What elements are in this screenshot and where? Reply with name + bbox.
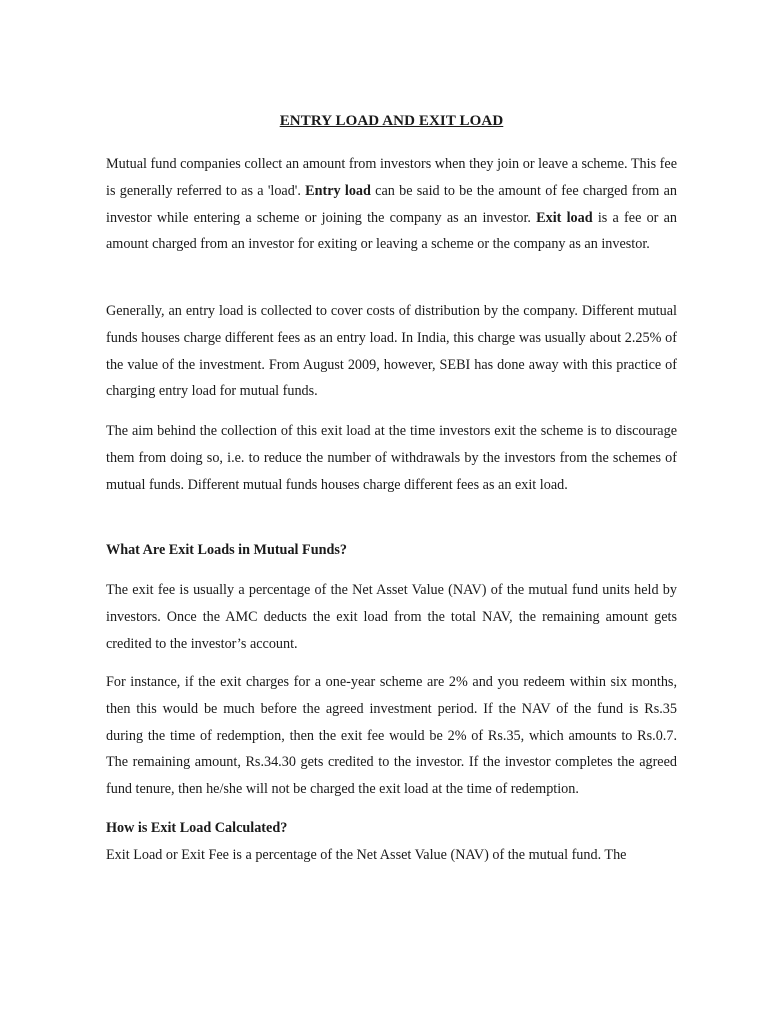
- paragraph-exit-fee: The exit fee is usually a percentage of the Net Asset Value (NAV) of the mutual fund units held by investors. Once the AMC deducts the exit load from the total NAV, the remaining amount gets credited to the investor’s account.: [106, 582, 677, 652]
- paragraph-calculation: Exit Load or Exit Fee is a percentage of the Net Asset Value (NAV) of the mutual fund. The: [106, 847, 627, 863]
- paragraph-exit-load-aim: The aim behind the collection of this exit load at the time investors exit the scheme is to discourage them from doing so, i.e. to reduce the number of withdrawals by the investors from the schemes of mutual funds. Different mutual funds houses charge different fees as an exit load.: [106, 423, 677, 493]
- document-title: ENTRY LOAD AND EXIT LOAD: [279, 113, 504, 129]
- entry-load-term: Entry load: [305, 182, 371, 199]
- paragraph-text: is a fee or an amount charged from an investor for exiting or leaving a scheme or the company as an investor.: [106, 209, 678, 253]
- paragraph-entry-load: Generally, an entry load is collected to cover costs of distribution by the company. Different mutual funds houses charge different fees as an entry load. In India, this charge was usually about 2.25% of the value of the investment. From August 2009, however, SEBI has done away with this practice of charging entry load for mutual funds.: [106, 303, 677, 400]
- section-heading-exit-loads: What Are Exit Loads in Mutual Funds?: [106, 542, 347, 558]
- exit-load-term: Exit load: [536, 209, 593, 226]
- section-heading-calculation: How is Exit Load Calculated?: [106, 820, 288, 836]
- paragraph-example: For instance, if the exit charges for a one-year scheme are 2% and you redeem within six months, then this would be much before the agreed investment period. If the NAV of the fund is Rs.35 during the time of redemption, then the exit fee would be 2% of Rs.35, which amounts to Rs.0.7. The remaining amount, Rs.34.30 gets credited to the investor. If the investor completes the agreed fund tenure, then he/she will not be charged the exit load at the time of redemption.: [106, 674, 677, 798]
- paragraph-load-definition: [106, 151, 677, 258]
- paragraph-text: Mutual fund companies collect an amount from investors when they join or leave a scheme. This fee is generally referred to as a 'load'.: [106, 156, 677, 199]
- paragraph-text: can be said to be the amount of fee charged from an investor while entering a scheme or joining the company as an investor.: [106, 182, 677, 226]
